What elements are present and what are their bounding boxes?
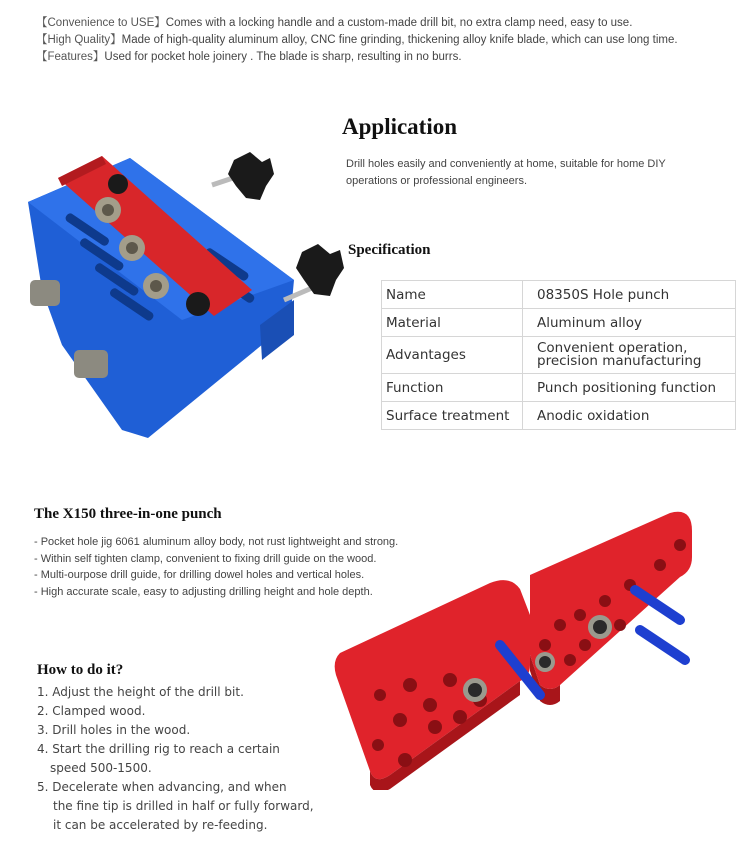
list-item: 3. Drill holes in the wood. <box>37 723 191 737</box>
feature-tag: 【Convenience to USE】 <box>36 17 166 29</box>
howto-title: How to do it? <box>37 662 124 678</box>
list-item: it can be accelerated by re-feeding. <box>53 818 268 832</box>
specification-title: Specification <box>348 242 431 258</box>
red-three-in-one-punch-image <box>330 505 700 790</box>
list-item: - Multi-ourpose drill guide, for drilling dowel holes and vertical holes. <box>34 569 365 581</box>
spec-value: Convenient operation, precision manufacturing <box>523 337 736 374</box>
feature-text: Comes with a locking handle and a custom-made drill bit, no extra clamp need, easy to use. <box>165 17 633 29</box>
table-row <box>382 281 736 309</box>
feature-tag: 【High Quality】 <box>36 34 122 46</box>
spec-value: Aluminum alloy <box>523 309 736 337</box>
list-item: the fine tip is drilled in half or fully forward, <box>53 799 314 813</box>
feature-tag: 【Features】 <box>36 51 105 63</box>
list-item: 2. Clamped wood. <box>37 704 146 718</box>
x150-title: The X150 three-in-one punch <box>34 506 222 522</box>
spec-value: Punch positioning function <box>523 374 736 402</box>
list-item: 1. Adjust the height of the drill bit. <box>37 685 244 699</box>
specification-table <box>381 280 736 430</box>
howto-steps <box>37 683 314 835</box>
spec-key: Surface treatment <box>382 402 523 430</box>
spec-value: 08350S Hole punch <box>523 281 736 309</box>
application-description: Drill holes easily and conveniently at home, suitable for home DIY operations or professional engineers. <box>346 158 666 187</box>
list-item: 4. Start the drilling rig to reach a certain <box>37 742 280 756</box>
spec-value: Anodic oxidation <box>523 402 736 430</box>
list-item: speed 500-1500. <box>50 761 152 775</box>
spec-key: Material <box>382 309 523 337</box>
feature-line-quality <box>36 31 678 47</box>
table-row <box>382 337 736 374</box>
list-item: 5. Decelerate when advancing, and when <box>37 780 287 794</box>
feature-text: Made of high-quality aluminum alloy, CNC fine grinding, thickening alloy knife blade, which can use long time. <box>121 34 678 46</box>
blue-drill-jig-image <box>22 140 362 440</box>
spec-key: Function <box>382 374 523 402</box>
list-item: - Pocket hole jig 6061 aluminum alloy body, not rust lightweight and strong. <box>34 536 399 548</box>
feature-text: Used for pocket hole joinery . The blade is sharp, resulting in no burrs. <box>104 51 462 63</box>
application-title: Application <box>342 114 458 139</box>
feature-line-features <box>36 48 462 64</box>
list-item: - Within self tighten clamp, convenient to fixing drill guide on the wood. <box>34 552 377 565</box>
table-row <box>382 309 736 337</box>
feature-line-convenience <box>36 14 632 30</box>
list-item: - High accurate scale, easy to adjusting drilling height and hole depth. <box>34 585 373 598</box>
spec-key: Name <box>382 281 523 309</box>
table-row <box>382 374 736 402</box>
spec-key: Advantages <box>382 337 523 374</box>
table-row <box>382 402 736 430</box>
